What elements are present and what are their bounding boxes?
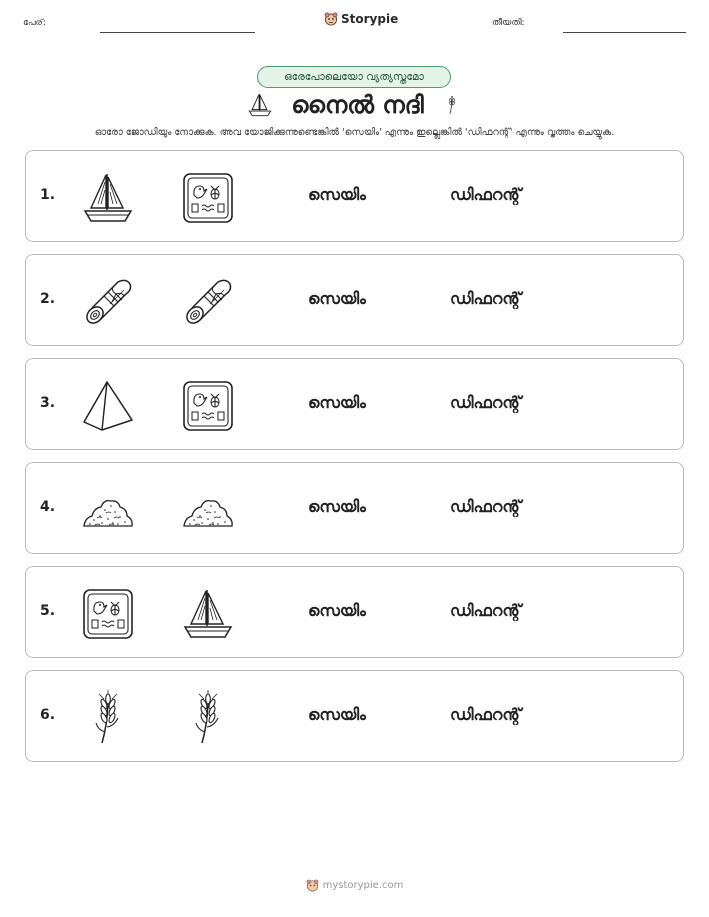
page-title: നൈൽ നദി (291, 91, 424, 119)
boat-icon (180, 586, 236, 642)
different-option[interactable]: ഡിഫറന്റ് (450, 289, 522, 308)
scroll-icon (80, 274, 136, 330)
footer-url: mystorypie.com (322, 880, 404, 891)
same-option[interactable]: സെയിം (308, 289, 366, 308)
sand-pile-icon (180, 482, 236, 538)
hieroglyph-tablet-icon (180, 170, 236, 226)
different-option[interactable]: ഡിഫറന്റ് (450, 393, 522, 412)
exercise-list (25, 150, 684, 774)
boat-icon (80, 170, 136, 226)
pyramid-icon (80, 378, 136, 434)
date-label: തീയതി: (492, 18, 525, 28)
title-row (0, 90, 709, 120)
same-option[interactable]: സെയിം (308, 705, 366, 724)
exercise-row (25, 358, 684, 450)
same-option[interactable]: സെയിം (308, 185, 366, 204)
row-number: 4. (40, 499, 56, 515)
row-number: 1. (40, 187, 56, 203)
instructions: ഓരോ ജോഡിയും നോക്കുക. അവ യോജിക്കുന്നുണ്ടെങ്കിൽ 'സെയിം' എന്നും ഇല്ലെങ്കിൽ 'ഡിഫറന്റ്' എന്നും വൃത്തം ചെയ്യുക. (94, 127, 615, 138)
same-option[interactable]: സെയിം (308, 393, 366, 412)
sand-pile-icon (80, 482, 136, 538)
row-number: 6. (40, 707, 56, 723)
different-option[interactable]: ഡിഫറന്റ് (450, 601, 522, 620)
same-option[interactable]: സെയിം (308, 601, 366, 620)
exercise-row (25, 670, 684, 762)
same-option[interactable]: സെയിം (308, 497, 366, 516)
hieroglyph-tablet-icon (80, 586, 136, 642)
different-option[interactable]: ഡിഫറന്റ് (450, 497, 522, 516)
name-field[interactable] (100, 32, 255, 33)
scroll-icon (180, 274, 236, 330)
different-option[interactable]: ഡിഫറന്റ് (450, 705, 522, 724)
exercise-row (25, 462, 684, 554)
footer (0, 879, 709, 892)
exercise-row (25, 566, 684, 658)
worksheet-type-badge: ഒരേപോലെയോ വ്യത്യസ്തമോ (257, 66, 451, 88)
wheat-icon (180, 690, 236, 746)
wheat-icon (80, 690, 136, 746)
wheat-icon (442, 90, 462, 120)
date-field[interactable] (563, 32, 686, 33)
row-number: 2. (40, 291, 56, 307)
hieroglyph-tablet-icon (180, 378, 236, 434)
row-number: 3. (40, 395, 56, 411)
storypie-mascot-icon (324, 12, 338, 26)
brand-name: Storypie (341, 12, 399, 26)
boat-icon (247, 91, 273, 119)
brand-logo (324, 12, 398, 26)
storypie-mascot-icon (306, 879, 319, 892)
different-option[interactable]: ഡിഫറന്റ് (450, 185, 522, 204)
exercise-row (25, 254, 684, 346)
name-label: പേര്: (23, 18, 46, 28)
exercise-row (25, 150, 684, 242)
row-number: 5. (40, 603, 56, 619)
